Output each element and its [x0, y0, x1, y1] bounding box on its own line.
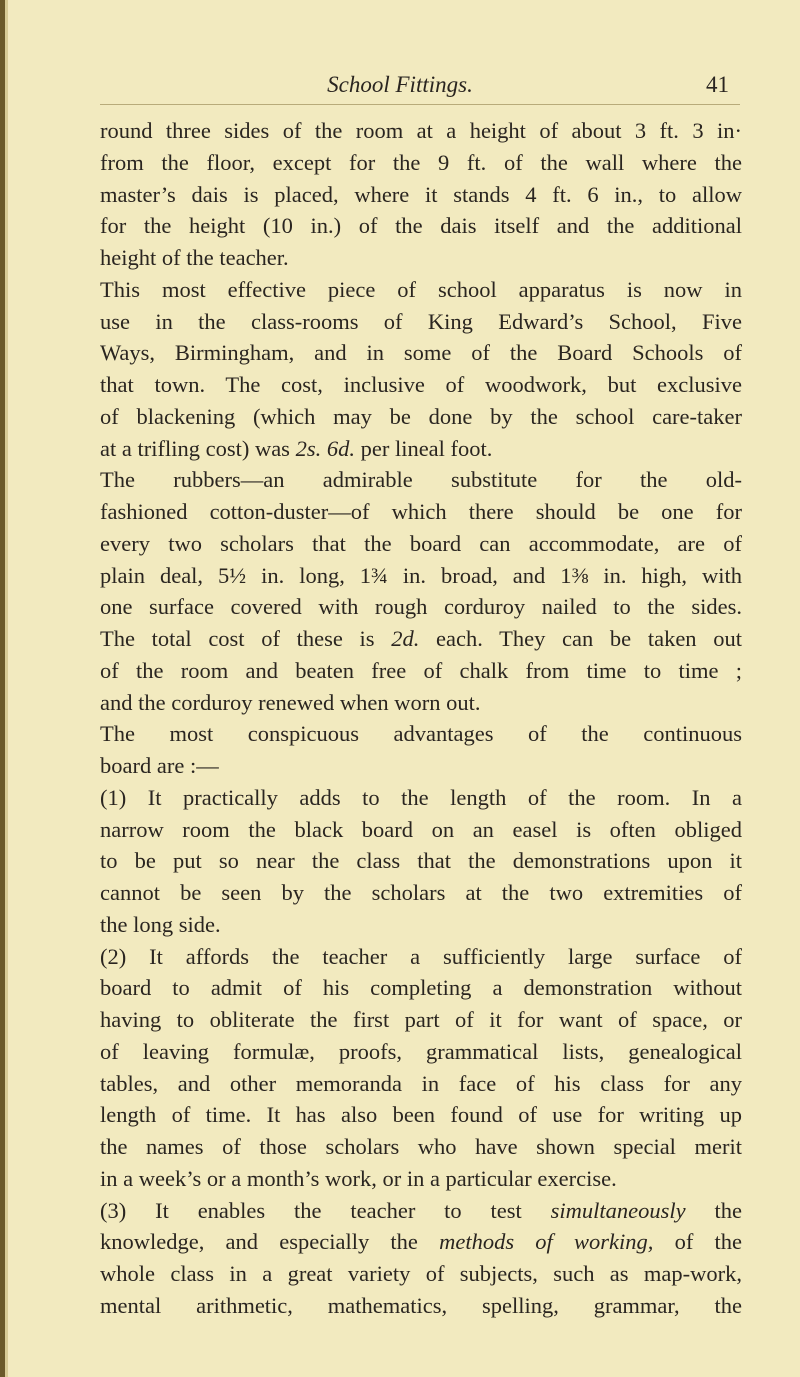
text-line	[100, 210, 742, 242]
text-line	[100, 972, 742, 1004]
text-segment: (3) It enables the teacher to test	[100, 1197, 551, 1223]
text-line	[100, 433, 742, 465]
text-segment: fashioned cotton-duster—of which there should be one for	[100, 499, 742, 524]
text-line	[100, 782, 742, 814]
text-segment: tables, and other memoranda in face of his class for any	[100, 1070, 742, 1096]
text-line	[100, 242, 742, 274]
header-rule	[100, 104, 740, 105]
text-segment: board to admit of his completing a demonstration without	[100, 975, 742, 1001]
text-line	[100, 1131, 742, 1163]
text-segment: mental arithmetic, mathematics, spelling, grammar, the	[100, 1292, 742, 1318]
text-segment: that town. The cost, inclusive of woodwork, but exclusive	[100, 372, 742, 397]
text-line	[100, 877, 742, 909]
text-line	[100, 750, 742, 782]
text-segment: This most effective piece of school apparatus is now in	[100, 276, 742, 302]
text-segment: and the corduroy renewed when worn out.	[100, 689, 481, 715]
text-line	[100, 718, 742, 750]
running-title: School Fittings.	[327, 72, 473, 97]
text-segment: (2) It affords the teacher a sufficiently large surface of	[100, 943, 742, 969]
text-line	[100, 464, 742, 496]
text-segment: board are :—	[100, 753, 219, 778]
text-line	[100, 909, 742, 941]
text-line	[100, 1226, 742, 1258]
italic-text: methods of working,	[439, 1229, 654, 1255]
text-segment: knowledge, and especially the	[100, 1229, 440, 1255]
text-line	[100, 623, 742, 655]
text-line	[100, 845, 742, 877]
text-line	[100, 147, 742, 179]
text-line	[100, 687, 742, 719]
text-segment: one surface covered with rough corduroy nailed to the sides.	[100, 594, 742, 620]
text-segment: round three sides of the room at a height of about 3 ft. 3 in·	[100, 118, 742, 143]
text-line	[100, 1068, 742, 1100]
page-number: 41	[706, 72, 729, 97]
text-line	[100, 369, 742, 401]
text-segment: The total cost of these is	[100, 626, 392, 651]
text-segment: having to obliterate the first part of it for want of space, or	[100, 1007, 742, 1032]
text-line	[100, 274, 742, 306]
text-line	[100, 401, 742, 433]
text-line	[100, 655, 742, 687]
text-segment: the long side.	[100, 911, 221, 937]
text-segment: length of time. It has also been found of use for writing up	[100, 1102, 742, 1128]
text-line	[100, 1099, 742, 1131]
text-segment: at a trifling cost) was	[100, 435, 296, 461]
text-segment: in a week’s or a month’s work, or in a particular exercise.	[100, 1165, 617, 1191]
text-segment: to be put so near the class that the demonstrations upon it	[100, 848, 742, 874]
text-line	[100, 941, 742, 973]
text-segment: every two scholars that the board can accommodate, are of	[100, 530, 742, 556]
text-line	[100, 1258, 742, 1290]
text-segment: narrow room the black board on an easel is often obliged	[100, 816, 742, 842]
text-line	[100, 337, 742, 369]
text-segment: The rubbers—an admirable substitute for the old-	[100, 467, 742, 493]
text-line	[100, 1004, 742, 1036]
text-segment: use in the class-rooms of King Edward’s School, Five	[100, 308, 742, 334]
text-line	[100, 1163, 742, 1195]
text-line	[100, 560, 742, 592]
text-line	[100, 179, 742, 211]
running-head	[0, 72, 800, 102]
text-line	[100, 814, 742, 846]
italic-text: 2s. 6d.	[295, 435, 355, 461]
italic-text: simultaneously	[550, 1197, 686, 1223]
text-segment: The most conspicuous advantages of the continuous	[100, 721, 742, 747]
body-text	[100, 115, 742, 1322]
text-segment: plain deal, 5½ in. long, 1¾ in. broad, and 1⅜ in. high, with	[100, 562, 742, 588]
text-segment: of leaving formulæ, proofs, grammatical lists, genealogical	[100, 1038, 742, 1064]
text-segment: whole class in a great variety of subjects, such as map-work,	[100, 1261, 742, 1286]
text-segment: from the floor, except for the 9 ft. of the wall where the	[100, 149, 742, 175]
text-line	[100, 115, 742, 147]
text-line	[100, 1290, 742, 1322]
text-segment: per lineal foot.	[354, 435, 493, 461]
text-segment: the	[685, 1197, 742, 1223]
text-line	[100, 591, 742, 623]
text-segment: height of the teacher.	[100, 245, 289, 270]
text-line	[100, 528, 742, 560]
text-segment: (1) It practically adds to the length of the room. In a	[100, 784, 742, 810]
text-line	[100, 1195, 742, 1227]
text-segment: the names of those scholars who have shown special merit	[100, 1134, 742, 1159]
page-edge-highlight	[5, 0, 8, 1377]
text-line	[100, 1036, 742, 1068]
text-segment: cannot be seen by the scholars at the two extremities of	[100, 880, 742, 905]
italic-text: 2d.	[391, 626, 420, 651]
text-line	[100, 306, 742, 338]
text-line	[100, 496, 742, 528]
text-segment: for the height (10 in.) of the dais itself and the additional	[100, 213, 742, 239]
text-segment: of the	[653, 1229, 743, 1255]
text-segment: Ways, Birmingham, and in some of the Board Schools of	[100, 340, 742, 366]
text-segment: of blackening (which may be done by the school care-taker	[100, 403, 742, 429]
text-segment: of the room and beaten free of chalk from time to time ;	[100, 657, 742, 683]
text-segment: each. They can be taken out	[419, 626, 742, 651]
text-segment: master’s dais is placed, where it stands 4 ft. 6 in., to allow	[100, 181, 742, 207]
